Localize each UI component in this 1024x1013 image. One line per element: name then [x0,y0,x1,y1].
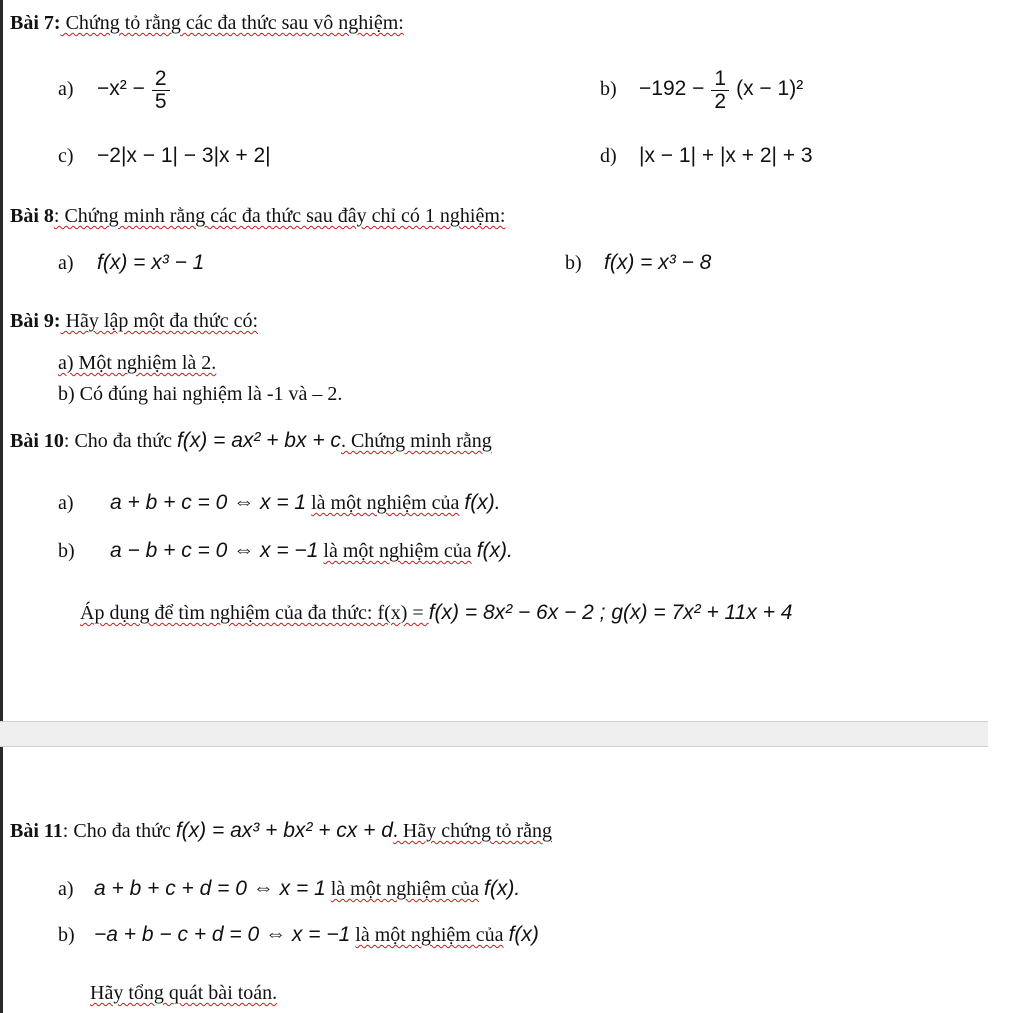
bai11-heading [10,818,552,844]
bai9-item-b: b) Có đúng hai nghiệm là -1 và – 2. [58,383,343,405]
bai11-b-f: f(x) [508,923,539,946]
bai8-b-expr: f(x) = x³ − 8 [604,251,712,274]
bai7-d-expr: |x − 1| + |x + 2| + 3 [639,144,813,167]
bai10-apply [80,600,792,626]
bai9-title: Bài 9: [10,310,61,332]
bai10-item-b [58,538,513,564]
bai8-text: : Chứng minh rằng các đa thức sau đây chỉ có 1 nghiệm: [53,205,506,227]
bai11-text-post: . Hãy chứng tỏ rằng [392,820,553,842]
bai10-a-f: f(x). [464,491,501,514]
bai7-a-expr: −x² − [97,77,145,100]
bai10-a-expr: a + b + c = 0 ⇔ x = 1 [110,491,307,514]
bai10-b-label: b) [58,540,75,562]
bai8-item-b [565,250,711,276]
bai7-item-c [58,143,271,169]
bai10-a-label: a) [58,492,74,514]
bai9-text: Hãy lập một đa thức có: [60,310,259,332]
bai10-heading [10,428,492,454]
bai7-title: Bài 7: [10,12,61,34]
bai8-a-label: a) [58,252,74,274]
page-left-edge [0,0,3,1013]
bai11-title: Bài 11 [10,820,63,842]
bai11-a-label: a) [58,878,74,900]
bai11-a-text: là một nghiệm của [330,878,480,900]
bai11-b-text: là một nghiệm của [355,924,504,946]
section-divider [0,721,988,747]
bai7-a-den: 5 [154,89,167,113]
bai10-b-expr: a − b + c = 0 ⇔ x = −1 [110,539,319,562]
bai9-item-a: a) Một nghiệm là 2. [58,352,217,374]
bai10-item-a [58,490,501,516]
bai11-item-a [58,876,520,902]
bai11-general: Hãy tổng quát bài toán. [90,982,278,1004]
bai7-b-expr-pre: −192 − [639,77,705,100]
bai10-text-pre: : Cho đa thức [63,430,177,452]
bai11-expr: f(x) = ax³ + bx² + cx + d [175,819,393,842]
bai7-item-a [58,65,172,113]
bai7-b-num: 1 [711,68,729,91]
bai11-b-expr: −a + b − c + d = 0 ⇔ x = −1 [94,923,351,946]
bai7-text: Chứng tỏ rằng các đa thức sau vô nghiệm: [60,12,404,34]
bai10-title: Bài 10 [10,430,64,452]
bai10-expr: f(x) = ax² + bx + c [176,429,341,452]
bai7-c-label: c) [58,145,74,167]
bai7-a-num: 2 [152,68,170,91]
bai7-a-fraction [152,68,170,113]
bai7-b-den: 2 [714,89,727,113]
bai11-a-expr: a + b + c + d = 0 ⇔ x = 1 [94,877,326,900]
bai7-b-expr-post: (x − 1)² [736,77,804,100]
bai8-heading [10,203,505,229]
bai7-b-label: b) [600,78,617,100]
bai10-text-post: . Chứng minh rằng [340,430,492,452]
bai8-b-label: b) [565,252,582,274]
bai11-item-b [58,922,539,948]
bai7-c-expr: −2|x − 1| − 3|x + 2| [97,144,271,167]
bai7-a-label: a) [58,78,74,100]
bai10-a-text: là một nghiệm của [311,492,460,514]
bai11-a-f: f(x). [484,877,521,900]
bai10-b-f: f(x). [476,539,513,562]
bai10-b-text: là một nghiệm của [323,540,472,562]
bai8-item-a [58,250,204,276]
bai7-heading [10,10,404,36]
bai11-b-label: b) [58,924,75,946]
bai11-text-pre: : Cho đa thức [62,820,176,842]
bai7-d-label: d) [600,145,617,167]
bai8-title: Bài 8 [10,205,54,227]
bai7-b-fraction [711,68,729,113]
bai9-heading [10,308,258,334]
bai8-a-expr: f(x) = x³ − 1 [97,251,205,274]
bai7-item-b [600,65,803,113]
bai10-apply-text: Áp dụng để tìm nghiệm của đa thức: f(x) = [80,602,429,624]
bai7-item-d [600,143,813,169]
bai10-apply-expr: f(x) = 8x² − 6x − 2 ; g(x) = 7x² + 11x + 4 [428,601,793,624]
